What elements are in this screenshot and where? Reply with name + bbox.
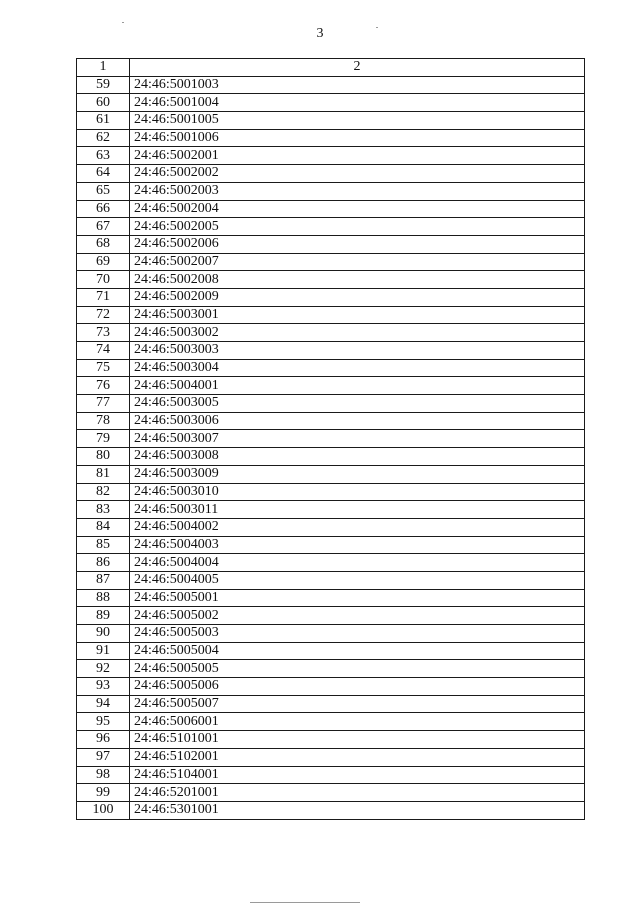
cadastral-code: 24:46:5005006: [130, 678, 585, 696]
cadastral-code: 24:46:5004002: [130, 518, 585, 536]
cadastral-code: 24:46:5005004: [130, 642, 585, 660]
table-row: [77, 748, 585, 766]
cadastral-code: 24:46:5002009: [130, 288, 585, 306]
row-number: 100: [77, 801, 130, 819]
table-row: [77, 678, 585, 696]
table-header-row: [77, 59, 585, 77]
table-row: [77, 518, 585, 536]
table-row: [77, 554, 585, 572]
row-number: 66: [77, 200, 130, 218]
cadastral-code: 24:46:5006001: [130, 713, 585, 731]
table-row: [77, 306, 585, 324]
column-header-code: 2: [130, 59, 585, 77]
row-number: 92: [77, 660, 130, 678]
row-number: 71: [77, 288, 130, 306]
page-number: 3: [316, 26, 324, 41]
row-number: 96: [77, 731, 130, 749]
table-row: [77, 430, 585, 448]
cadastral-code: 24:46:5003003: [130, 342, 585, 360]
row-number: 73: [77, 324, 130, 342]
scan-speck: [250, 902, 360, 903]
cadastral-code: 24:46:5005003: [130, 625, 585, 643]
cadastral-code: 24:46:5004003: [130, 536, 585, 554]
row-number: 63: [77, 147, 130, 165]
row-number: 59: [77, 76, 130, 94]
row-number: 74: [77, 342, 130, 360]
cadastral-code: 24:46:5003002: [130, 324, 585, 342]
table-row: [77, 465, 585, 483]
row-number: 64: [77, 165, 130, 183]
row-number: 80: [77, 448, 130, 466]
cadastral-code: 24:46:5002008: [130, 271, 585, 289]
table-row: [77, 288, 585, 306]
table-row: [77, 660, 585, 678]
cadastral-code: 24:46:5005005: [130, 660, 585, 678]
table-row: [77, 766, 585, 784]
row-number: 77: [77, 395, 130, 413]
cadastral-code: 24:46:5001003: [130, 76, 585, 94]
cadastral-code: 24:46:5003011: [130, 501, 585, 519]
cadastral-code: 24:46:5004004: [130, 554, 585, 572]
row-number: 83: [77, 501, 130, 519]
cadastral-code: 24:46:5005001: [130, 589, 585, 607]
column-header-number: 1: [77, 59, 130, 77]
table-body: [77, 76, 585, 819]
table-row: [77, 412, 585, 430]
table-row: [77, 784, 585, 802]
table-row: [77, 713, 585, 731]
cadastral-code: 24:46:5101001: [130, 731, 585, 749]
row-number: 81: [77, 465, 130, 483]
cadastral-code: 24:46:5002006: [130, 235, 585, 253]
row-number: 67: [77, 218, 130, 236]
table-row: [77, 147, 585, 165]
table-row: [77, 182, 585, 200]
cadastral-code: 24:46:5003004: [130, 359, 585, 377]
table-row: [77, 165, 585, 183]
row-number: 79: [77, 430, 130, 448]
row-number: 75: [77, 359, 130, 377]
cadastral-code: 24:46:5003007: [130, 430, 585, 448]
table-row: [77, 448, 585, 466]
row-number: 62: [77, 129, 130, 147]
row-number: 69: [77, 253, 130, 271]
table-row: [77, 625, 585, 643]
cadastral-code: 24:46:5005002: [130, 607, 585, 625]
cadastral-code: 24:46:5002001: [130, 147, 585, 165]
table-row: [77, 642, 585, 660]
table-row: [77, 342, 585, 360]
table-row: [77, 271, 585, 289]
cadastral-code: 24:46:5003005: [130, 395, 585, 413]
cadastral-code: 24:46:5004001: [130, 377, 585, 395]
row-number: 95: [77, 713, 130, 731]
table-row: [77, 536, 585, 554]
table-row: [77, 200, 585, 218]
row-number: 98: [77, 766, 130, 784]
scan-speck: [376, 27, 378, 28]
table-row: [77, 571, 585, 589]
cadastral-code: 24:46:5201001: [130, 784, 585, 802]
row-number: 97: [77, 748, 130, 766]
table-row: [77, 76, 585, 94]
cadastral-code: 24:46:5002007: [130, 253, 585, 271]
table-row: [77, 218, 585, 236]
row-number: 86: [77, 554, 130, 572]
row-number: 60: [77, 94, 130, 112]
table-row: [77, 607, 585, 625]
table-row: [77, 377, 585, 395]
row-number: 72: [77, 306, 130, 324]
table-row: [77, 253, 585, 271]
table-row: [77, 112, 585, 130]
table-row: [77, 395, 585, 413]
cadastral-code: 24:46:5003008: [130, 448, 585, 466]
row-number: 61: [77, 112, 130, 130]
table-row: [77, 501, 585, 519]
row-number: 94: [77, 695, 130, 713]
cadastral-code: 24:46:5003010: [130, 483, 585, 501]
row-number: 76: [77, 377, 130, 395]
table-row: [77, 359, 585, 377]
row-number: 70: [77, 271, 130, 289]
cadastral-code: 24:46:5003001: [130, 306, 585, 324]
table-row: [77, 589, 585, 607]
cadastral-code: 24:46:5002002: [130, 165, 585, 183]
row-number: 99: [77, 784, 130, 802]
row-number: 90: [77, 625, 130, 643]
cadastral-code: 24:46:5001006: [130, 129, 585, 147]
table-row: [77, 731, 585, 749]
cadastral-code: 24:46:5001005: [130, 112, 585, 130]
cadastral-code: 24:46:5005007: [130, 695, 585, 713]
row-number: 78: [77, 412, 130, 430]
cadastral-code: 24:46:5102001: [130, 748, 585, 766]
row-number: 89: [77, 607, 130, 625]
row-number: 85: [77, 536, 130, 554]
table-row: [77, 94, 585, 112]
cadastral-code: 24:46:5002005: [130, 218, 585, 236]
table-row: [77, 129, 585, 147]
cadastral-code: 24:46:5003009: [130, 465, 585, 483]
table-row: [77, 235, 585, 253]
cadastral-table: [76, 58, 585, 820]
table-row: [77, 801, 585, 819]
row-number: 93: [77, 678, 130, 696]
row-number: 65: [77, 182, 130, 200]
row-number: 82: [77, 483, 130, 501]
cadastral-code: 24:46:5002004: [130, 200, 585, 218]
cadastral-code: 24:46:5301001: [130, 801, 585, 819]
cadastral-code: 24:46:5004005: [130, 571, 585, 589]
table-row: [77, 483, 585, 501]
cadastral-code: 24:46:5002003: [130, 182, 585, 200]
row-number: 88: [77, 589, 130, 607]
scan-speck: [122, 22, 124, 23]
row-number: 91: [77, 642, 130, 660]
row-number: 87: [77, 571, 130, 589]
table-row: [77, 695, 585, 713]
cadastral-code: 24:46:5003006: [130, 412, 585, 430]
cadastral-code: 24:46:5001004: [130, 94, 585, 112]
row-number: 68: [77, 235, 130, 253]
table-row: [77, 324, 585, 342]
row-number: 84: [77, 518, 130, 536]
cadastral-code: 24:46:5104001: [130, 766, 585, 784]
